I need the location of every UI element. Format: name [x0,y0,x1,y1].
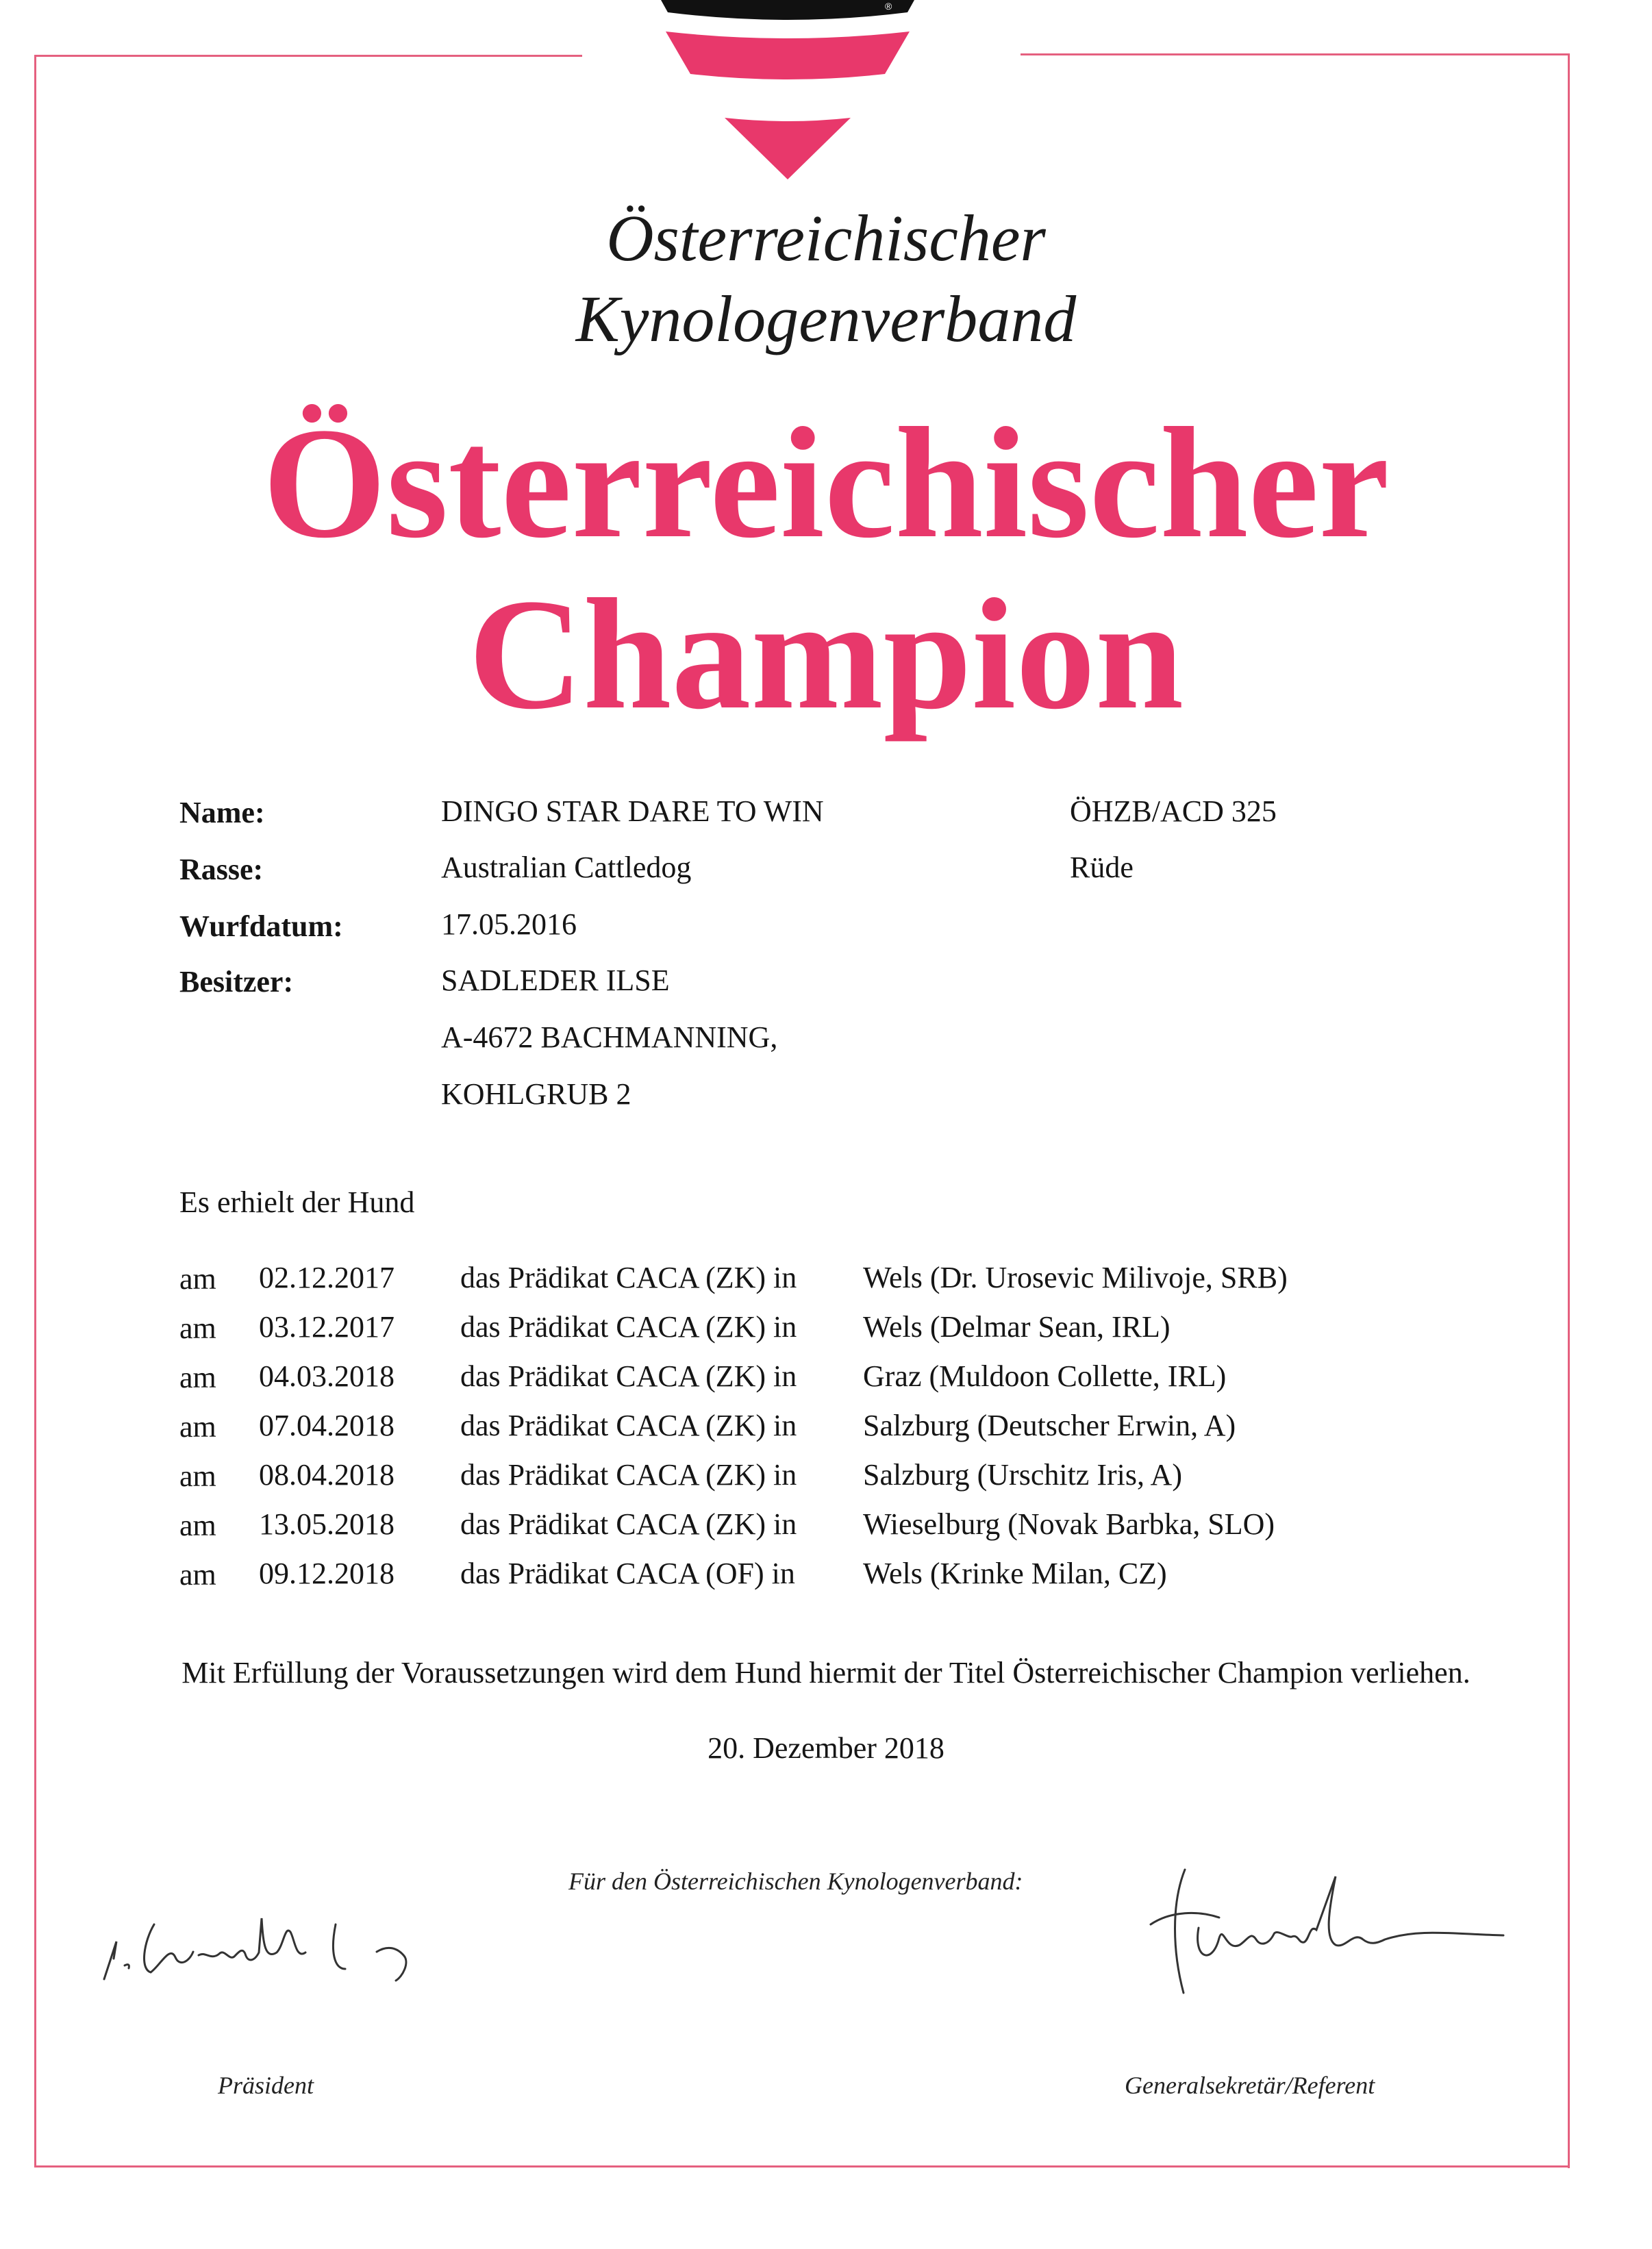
organization-line-1: Österreichischer [606,201,1046,275]
frame-top-right [1021,53,1570,55]
award-title: das Prädikat CACA (ZK) in [460,1310,797,1344]
logo-pink-chevron [725,118,851,179]
award-date: 13.05.2018 [259,1507,395,1541]
birth-date-label: Wurfdatum: [179,909,343,943]
award-prefix: am [179,1361,216,1394]
award-date: 08.04.2018 [259,1458,395,1492]
award-date: 04.03.2018 [259,1359,395,1393]
president-role: Präsident [218,2072,314,2099]
president-signature [89,1876,459,2000]
logo-black-band [661,0,914,20]
award-prefix: am [179,1311,216,1345]
award-date: 02.12.2017 [259,1261,395,1294]
award-date: 07.04.2018 [259,1409,395,1442]
owner-label: Besitzer: [179,965,294,998]
award-title: das Prädikat CACA (ZK) in [460,1409,797,1442]
award-place: Wels (Dr. Urosevic Milivoje, SRB) [863,1261,1288,1294]
owner-line-2: A-4672 BACHMANNING, [441,1020,778,1054]
award-title: das Prädikat CACA (ZK) in [460,1261,797,1294]
birth-date: 17.05.2016 [441,907,577,941]
award-place: Salzburg (Urschitz Iris, A) [863,1458,1182,1492]
registry-number: ÖHZB/ACD 325 [1070,794,1277,828]
name-label: Name: [179,796,265,829]
award-prefix: am [179,1410,216,1444]
award-date: 09.12.2018 [259,1557,395,1590]
frame-right [1568,53,1570,2168]
awards-intro: Es erhielt der Hund [179,1185,415,1219]
dog-sex: Rüde [1070,851,1134,884]
award-title: das Prädikat CACA (ZK) in [460,1507,797,1541]
okv-logo [644,0,931,185]
issue-date: 20. Dezember 2018 [708,1731,944,1765]
dog-name: DINGO STAR DARE TO WIN [441,794,824,828]
certificate-title-line-2: Champion [468,566,1184,742]
certificate-title-line-1: Österreichischer [262,395,1390,571]
frame-left [34,55,36,2167]
award-place: Graz (Muldoon Collette, IRL) [863,1359,1227,1393]
award-prefix: am [179,1262,216,1296]
organization-line-2: Kynologenverband [575,282,1077,355]
breed-label: Rasse: [179,853,264,886]
secretary-role: Generalsekretär/Referent [1125,2072,1375,2099]
award-place: Wieselburg (Novak Barbka, SLO) [863,1507,1275,1541]
frame-bottom [34,2165,1570,2168]
award-prefix: am [179,1459,216,1493]
award-title: das Prädikat CACA (ZK) in [460,1458,797,1492]
award-place: Salzburg (Deutscher Erwin, A) [863,1409,1236,1442]
award-place: Wels (Delmar Sean, IRL) [863,1310,1171,1344]
conclusion-text: Mit Erfüllung der Voraussetzungen wird dem Hund hiermit der Titel Österreichischer Champion verliehen. [182,1656,1470,1689]
logo-pink-band [666,32,910,79]
award-prefix: am [179,1558,216,1592]
owner-line-3: KOHLGRUB 2 [441,1077,631,1111]
frame-top-left [34,55,582,57]
logo-registered-mark: ® [885,1,892,12]
award-title: das Prädikat CACA (ZK) in [460,1359,797,1393]
signature-heading: Für den Österreichischen Kynologenverband: [568,1868,1023,1895]
award-place: Wels (Krinke Milan, CZ) [863,1557,1167,1590]
owner-line-1: SADLEDER ILSE [441,964,670,997]
award-date: 03.12.2017 [259,1310,395,1344]
award-prefix: am [179,1509,216,1542]
secretary-signature [1130,1863,1514,2000]
award-title: das Prädikat CACA (OF) in [460,1557,795,1590]
dog-breed: Australian Cattledog [441,851,692,884]
